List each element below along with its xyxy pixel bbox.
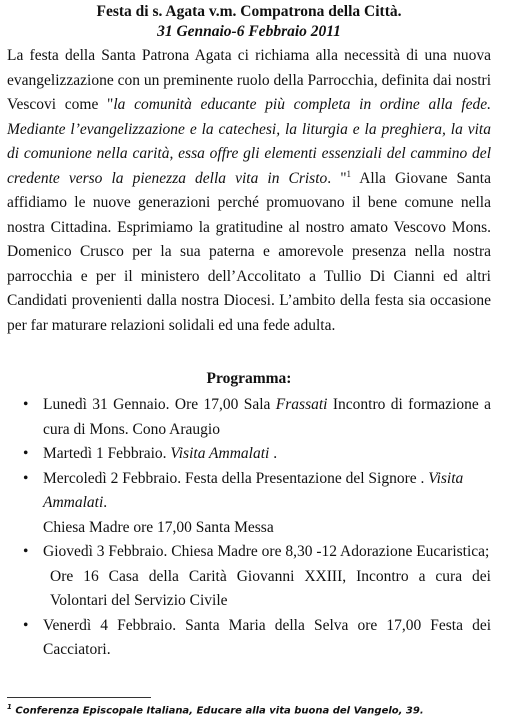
program-item-text: Martedì 1 Febbraio. bbox=[43, 445, 171, 462]
program-item-italic: Frassati bbox=[275, 396, 328, 413]
bullet-icon: • bbox=[23, 469, 29, 487]
intro-paragraph bbox=[7, 44, 491, 338]
program-list bbox=[7, 393, 491, 516]
bullet-icon: • bbox=[23, 445, 29, 462]
program-item-tuesday bbox=[7, 442, 491, 467]
bullet-icon: • bbox=[23, 543, 29, 560]
intro-text-2: . " bbox=[327, 169, 347, 187]
program-item-monday bbox=[7, 393, 491, 442]
program-item-text: Incontro di formazione a cura di Mons. Cono Araugio bbox=[43, 396, 491, 438]
program-item-friday bbox=[7, 614, 491, 663]
program-title: Programma: bbox=[206, 370, 292, 387]
program-item-wednesday bbox=[7, 467, 491, 516]
intro-quote: la comunità educante più completa in ordine alla fede. Mediante l’evangelizzazione e la catechesi, la liturgia e la preghiera, la vita di comunione nella carità, essa offre gli elementi essenziali del cammino del credente verso la pienezza della vita in Cristo bbox=[7, 96, 492, 187]
program-item-wednesday-detail: Chiesa Madre ore 17,00 Santa Messa bbox=[43, 518, 274, 536]
program-list-end bbox=[7, 614, 491, 663]
program-item-text: . bbox=[103, 494, 108, 511]
program-item-text: Mercoledì 2 Febbraio. Festa della Presentazione del Signore . bbox=[43, 469, 429, 487]
intro-text-1: La festa della Santa Patrona Agata ci richiama alla necessità di una nuova evangelizzazione con un preminente ruolo della Parrocchia, definita dai nostri Vescovi come " bbox=[7, 47, 491, 113]
document-title: Festa di s. Agata v.m. Compatrona della Città. bbox=[96, 3, 402, 20]
program-item-text: . bbox=[269, 445, 278, 462]
event-dates: 31 Gennaio-6 Febbraio 2011 bbox=[157, 23, 341, 40]
program-item-thursday-detail: Ore 16 Casa della Carità Giovanni XXIII, Incontro a cura dei Volontari del Servizio Civile bbox=[50, 567, 491, 609]
program-item-text: Lunedì 31 Gennaio. Ore 17,00 Sala bbox=[43, 396, 276, 413]
program-item-text: Giovedì 3 Febbraio. Chiesa Madre ore 8,30 -12 Adorazione Eucaristica; bbox=[43, 543, 490, 560]
bullet-icon: • bbox=[23, 396, 29, 413]
footnote-number: 1 bbox=[7, 703, 12, 711]
intro-text-3: Alla Giovane Santa affidiamo le nuove generazioni perché promuovano il bene comune nella nostra Cittadina. Esprimiamo la gratitudine al nostro amato Vescovo Mons. Domenico Crusco per la sua paterna e amorevole presenza nella nostra parrocchia e per il ministero dell’Accolitato a Tullio Di Cianni ed altri Candidati provenienti dalla nostra Diocesi. L’ambito della festa sia occasione per far maturare relazioni solidali ed una fede adulta. bbox=[7, 169, 491, 334]
footnote-divider bbox=[7, 697, 151, 698]
program-item-thursday bbox=[7, 540, 491, 565]
program-list-continued bbox=[7, 540, 491, 565]
footnote-text: Conferenza Episcopale Italiana, Educare alla vita buona del Vangelo, 39. bbox=[11, 705, 424, 717]
program-item-italic: Visita Ammalati bbox=[170, 445, 270, 462]
document-page bbox=[7, 2, 491, 663]
footnote bbox=[7, 701, 424, 717]
bullet-icon: • bbox=[23, 616, 29, 634]
footnote-reference: 1 bbox=[346, 168, 352, 179]
program-item-italic: Visita Ammalati bbox=[43, 469, 464, 511]
program-item-text: Venerdì 4 Febbraio. Santa Maria della Selva ore 17,00 Festa dei Cacciatori. bbox=[43, 616, 491, 658]
